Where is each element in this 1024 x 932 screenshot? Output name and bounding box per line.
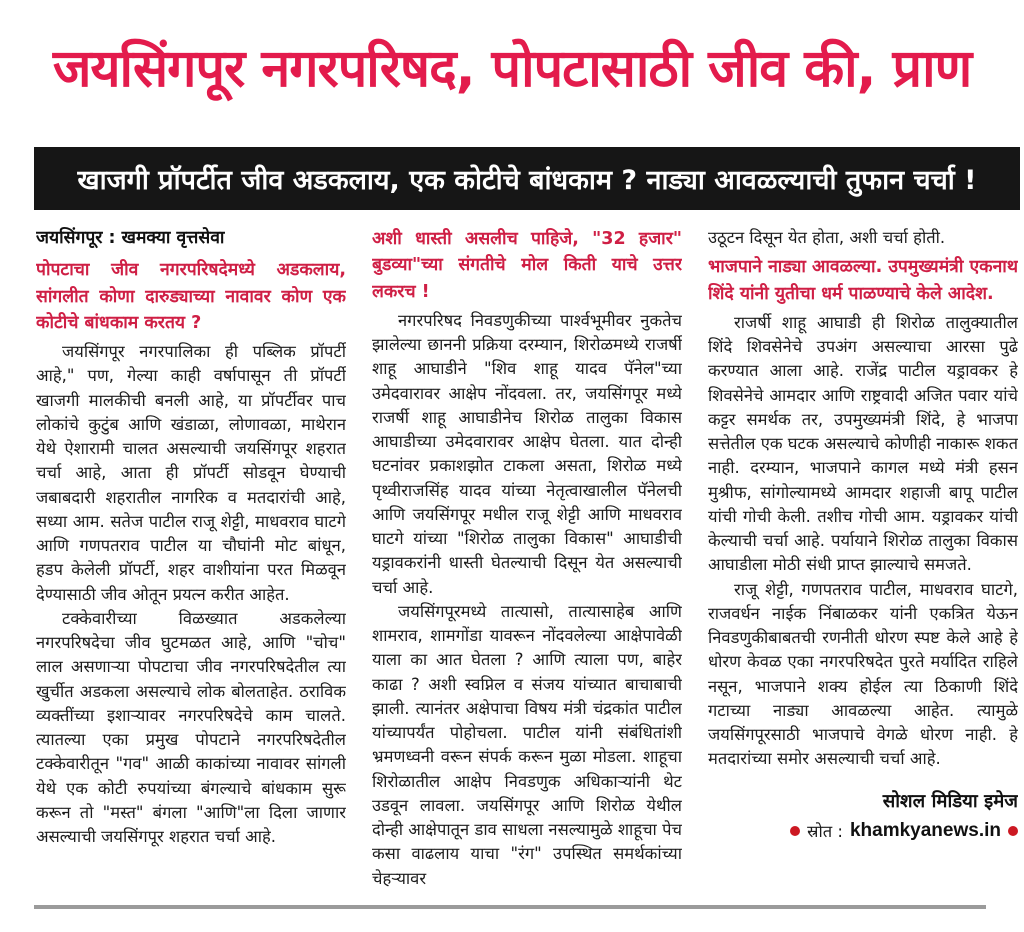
byline: जयसिंगपूर : खमक्या वृत्तसेवा	[36, 228, 225, 248]
column-3-paragraph-2: राजू शेट्टी, गणपतराव पाटील, माधवराव घाटगे, राजवर्धन नाईक निंबाळकर यांनी एकत्रित येऊन निवडणुकीबाबतची रणनीती धोरण स्पष्ट केले आहे हे धोरण केवळ एका नगरपरिषदेत पुरते मर्यादित राहिले नसून, भाजपाने शक्य होईल त्या ठिकाणी शिंदे गटाच्या नाड्या आवळल्या आहेत. त्यामुळे जयसिंगपूरसाठी भाजपाचे वेगळे धोरण नाही. हे मतदारांच्या समोर असल्याची चर्चा आहे.	[708, 579, 1018, 769]
image-credit: सोशल मिडिया इमेज	[882, 790, 1018, 812]
column-3	[708, 226, 1018, 896]
source-line	[708, 819, 1018, 842]
article-body	[36, 226, 1018, 896]
column-1-subhead: पोपटाचा जीव नगरपरिषदेमध्ये अडकलाय, सांगलीत कोणा दारुड्याच्या नावावर कोण एक कोटीचे बांधकाम करतय ?	[36, 260, 346, 333]
column-2-paragraph-1: नगरपरिषद निवडणुकीच्या पार्श्वभूमीवर नुकतेच झालेल्या छाननी प्रक्रिया दरम्यान, शिरोळमध्ये राजर्षी शाहू आघाडीने "शिव शाहू यादव पॅनेल"च्या उमेदवारावर आक्षेप नोंदवला. तर, जयसिंगपूर मध्ये राजर्षी शाहू आघाडीनेच शिरोळ तालुका विकास आघाडीच्या उमेदवारावर आक्षेप घेतला. यात दोन्ही घटनांवर प्रकाशझोत टाकला असता, शिरोळ मध्ये पृथ्वीराजसिंह यादव यांच्या नेतृत्वाखालील पॅनेलची आणि जयसिंगपूर मधील राजू शेट्टी आणि माधवराव घाटगे यांच्या "शिरोळ तालुका विकास" आघाडीची यड्रावकरांनी धास्ती घेतल्याची दिसून येत असल्याची चर्चा आहे.	[372, 310, 682, 597]
main-headline: जयसिंगपूर नगरपरिषद, पोपटासाठी जीव की, प्राण	[52, 39, 972, 99]
credit-block	[708, 788, 1018, 843]
column-1	[36, 226, 346, 896]
column-3-paragraph-1: राजर्षी शाहू आघाडी ही शिरोळ तालुक्यातील शिंदे शिवसेनेचे उपअंग असल्याचा आरसा पुढे करण्यात आला आहे. राजेंद्र पाटील यड्रावकर हे शिवसेनेचे आमदार आणि राष्ट्रवादी अजित पवार यांचे कट्टर समर्थक तर, उपमुख्यमंत्री शिंदे, हे भाजपा सत्तेतील एक घटक असल्याचे कोणीही नाकारू शकत नाही. दरम्यान, भाजपाने कागल मध्ये मंत्री हसन मुश्रीफ, सांगोल्यामध्ये आमदार शहाजी बापू पाटील यांची गोची केली. तशीच गोची आम. यड्रावकर यांची केल्याची चर्चा आहे. पर्यायाने शिरोळ तालुका विकास आघाडीला मोठी संधी प्राप्त झाल्याचे समजते.	[708, 312, 1018, 575]
column-2-subhead: अशी धास्ती असलीच पाहिजे, "32 हजार" बुडव्या"च्या संगतीचे मोल किती याचे उत्तर लकरच !	[372, 229, 682, 302]
column-3-continuation-line: उठूटन दिसून येत होता, अशी चर्चा होती.	[708, 228, 946, 247]
bottom-divider-rule	[34, 905, 986, 909]
column-1-paragraph-1: जयसिंगपूर नगरपालिका ही पब्लिक प्रॉपर्टी आहे," पण, गेल्या काही वर्षापासून ती प्रॉपर्टी खाजगी मालकीची बनली आहे, या प्रॉपर्टीवर पाच लोकांचे कुटुंब आणि खंडाळा, लोणावळा, माथेरान येथे ऐशारामी चालत असल्याची जयसिंगपूर शहरात चर्चा आहे, आता ही प्रॉपर्टी सोडवून घेण्याची जबाबदारी शहरातील नागरिक व मतदारांची आहे, सध्या आम. सतेज पाटील राजू शेट्टी, माधवराव घाटगे आणि गणपतराव पाटील या चौघांनी मोट बांधून, हडप केलेली प्रॉपर्टी, शहर वाशीयांना परत मिळवून देण्यासाठी जीव ओतून प्रयत्न करीत आहेत.	[36, 342, 346, 604]
bullet-dot-icon	[1008, 826, 1018, 836]
source-label: स्रोत :	[807, 822, 843, 842]
sub-headline-banner: खाजगी प्रॉपर्टीत जीव अडकलाय, एक कोटीचे बांधकाम ? नाड्या आवळल्याची तुफान चर्चा !	[34, 147, 1020, 210]
bullet-dot-icon	[790, 826, 800, 836]
column-2-paragraph-2: जयसिंगपूरमध्ये तात्यासो, तात्यासाहेब आणि शामराव, शामगोंडा यावरून नोंदवलेल्या आक्षेपावेळी याला का आत घेतला ? आणि त्याला पण, बाहेर काढा ? अशी स्वप्निल व संजय यांच्यात बाचाबाची झाली. त्यानंतर अक्षेपाचा विषय मंत्री चंद्रकांत पाटील यांच्यापर्यंत पोहोचला. पाटील यांनी संबंधितांशी भ्रमणध्वनी वरून संपर्क करून मुळा मोडला. शाहूचा शिरोळातील आक्षेप निवडणुक अधिकाऱ्यांनी थेट उडवून लावला. जयसिंगपूर आणि शिरोळ येथील दोन्ही आक्षेपातून डाव साधला नसल्यामुळे शाहूचा पेच कसा वाढलाय याचा "रंग" उपस्थित समर्थकांच्या चेहऱ्यावर	[372, 601, 682, 888]
column-1-paragraph-2: टक्केवारीच्या विळख्यात अडकलेल्या नगरपरिषदेचा जीव घुटमळत आहे, आणि "चोच" लाल असणाऱ्या पोपटाचा जीव नगरपरिषदेतील त्या खुर्चीत अडकला असल्याचे लोक बोलताहेत. ठराविक व्यक्तींच्या इशाऱ्यावर नगरपरिषदेचे काम चालते. त्यातल्या एका प्रमुख पोपटाने नगरपरिषदेतील टक्केवारीतून "गव" आळी काकांच्या नावावर सांगली येथे एक कोटी रुपयांच्या बंगल्याचे बांधकाम सुरू करून तो "मस्त" बंगला "आणि"ला दिला जाणार असल्याची जयसिंगपूर शहरात चर्चा आहे.	[36, 608, 346, 847]
column-3-subhead: भाजपाने नाड्या आवळल्या. उपमुख्यमंत्री एकनाथ शिंदे यांनी युतीचा धर्म पाळण्याचे केले आदेश.	[708, 257, 1018, 304]
column-2	[372, 226, 682, 896]
source-website: khamkyanews.in	[849, 819, 1001, 841]
